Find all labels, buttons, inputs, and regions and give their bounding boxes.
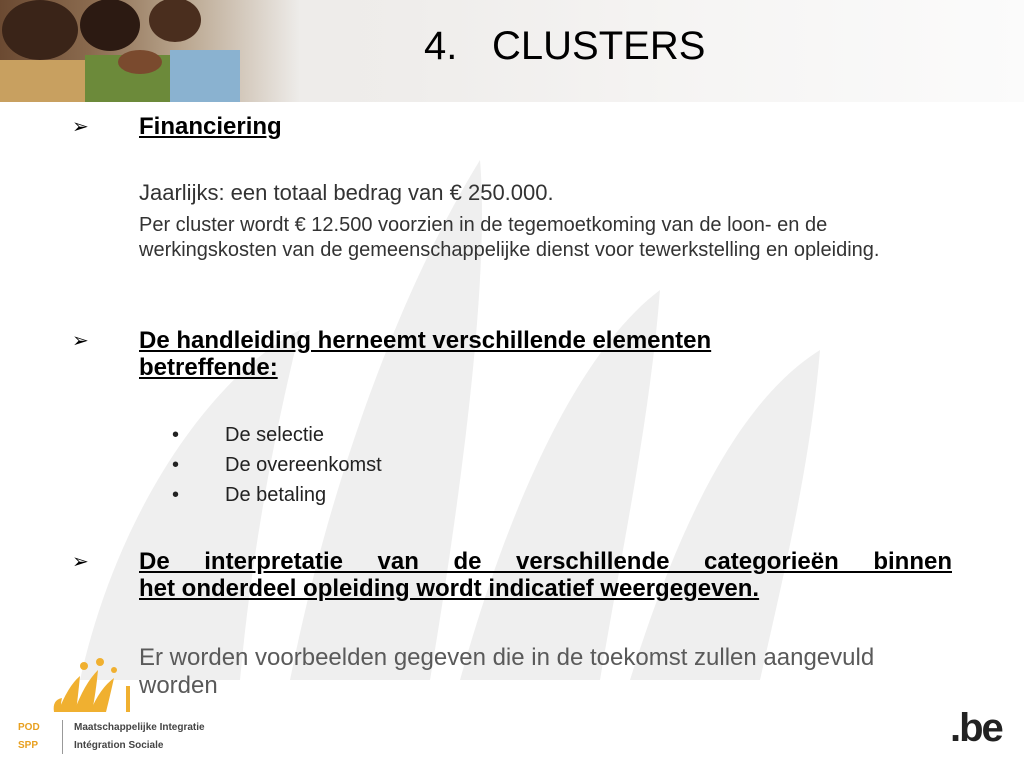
arrow-bullet-icon: ➢: [72, 330, 89, 352]
bullet-dot-icon: •: [172, 484, 180, 506]
paragraph-examples: Er worden voorbeelden gegeven die in de toekomst zullen aangevuld worden: [139, 644, 875, 699]
slide-title: [424, 24, 705, 69]
arrow-bullet-icon: ➢: [72, 116, 89, 138]
arrow-bullet-icon: ➢: [72, 551, 89, 573]
header-photo: [0, 0, 300, 102]
org-code-fr: SPP: [18, 740, 39, 751]
heading-line-2: het onderdeel opleiding wordt indicatief weergegeven.: [139, 575, 760, 602]
org-name-fr: Intégration Sociale: [74, 740, 164, 751]
paragraph-annual-amount: Jaarlijks: een totaal bedrag van € 250.000.: [139, 180, 554, 205]
slide-number: 4.: [424, 24, 458, 68]
section-heading-financiering: Financiering: [139, 113, 282, 140]
be-logo: .be: [950, 706, 1002, 750]
org-name-nl: Maatschappelijke Integratie: [74, 722, 205, 733]
section-heading-interpretatie: [139, 548, 952, 602]
org-divider: [62, 720, 63, 754]
ministry-logo-icon: [18, 656, 138, 716]
bullet-dot-icon: •: [172, 424, 180, 446]
heading-line-1: De interpretatie van de verschillende categorieën binnen: [139, 548, 952, 575]
section-heading-handleiding: De handleiding herneemt verschillende elementen betreffende:: [139, 327, 712, 381]
paragraph-per-cluster: Per cluster wordt € 12.500 voorzien in de tegemoetkoming van de loon- en de werkingskosten van de gemeenschappelijke dienst voor tewerkstelling en opleiding.: [139, 214, 880, 261]
bullet-dot-icon: •: [172, 454, 180, 476]
org-code-nl: POD: [18, 722, 40, 733]
slide-title-text: CLUSTERS: [492, 24, 706, 68]
